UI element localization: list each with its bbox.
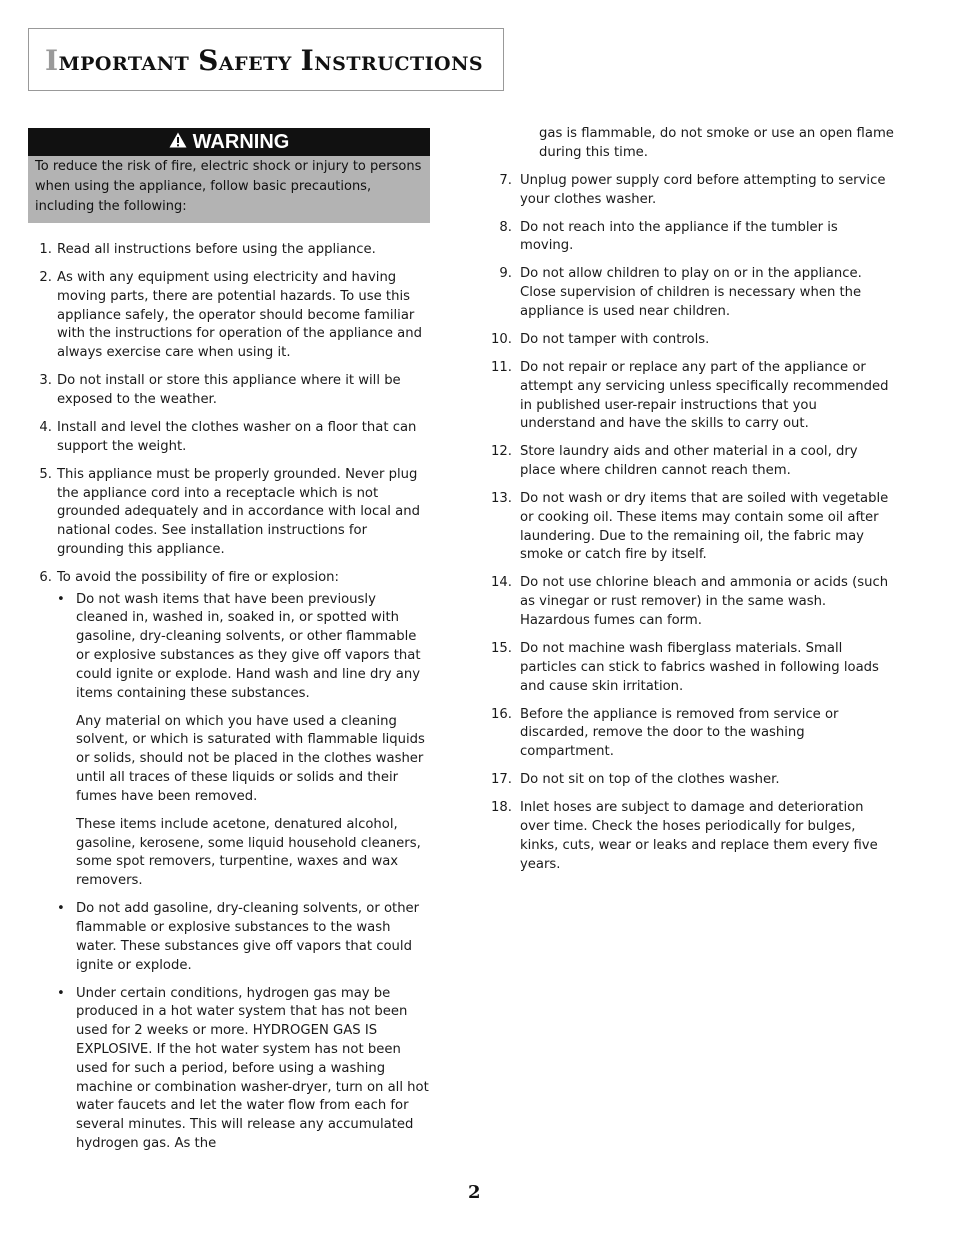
list-item: 2. As with any equipment using electricity and having moving parts, there are potential hazards. To use this appliance safely, the operator should become familiar with the instructions for operation of the appliance and always exercise care when using it. [39, 269, 422, 361]
list-item: 13. Do not wash or dry items that are soiled with vegetable or cooking oil. These items may contain some oil after laundering. Due to the remaining oil, the fabric may smoke or catch fire by itself. [491, 491, 889, 563]
bullet-item: • Do not add gasoline, dry-cleaning solvents, or other flammable or explosive substances to the wash water. These substances give off vapors that could ignite or explode. [57, 901, 420, 973]
list-item: 1. Read all instructions before using the appliance. [39, 242, 376, 257]
list-item: 5. This appliance must be properly grounded. Never plug the appliance cord into a receptacle which is not grounded adequately and in accordance with local and national codes. See installation instructions for grounding this appliance. [39, 466, 420, 557]
list-item: 15. Do not machine wash fiberglass materials. Small particles can stick to fabrics washed in following loads and cause skin irritation. [491, 641, 879, 694]
list-item: 17. Do not sit on top of the clothes washer. [491, 772, 780, 788]
list-item: 6. To avoid the possibility of fire or explosion: • Do not wash items that have been previously cleaned in, washed in, soaked in, or spotted with gasoline, dry-cleaning solvents, or other flammable or explosive substances as they give off vapors that could ignite or explode. Hand wash and line dry any items containing these substances. Any material on which you have used a cleaning solvent, or which is saturated with flammable liquids or solids, should not be placed in the clothes washer until all traces of these liquids or solids and their fumes have been removed. These items include acetone, denatured alcohol, gasoline, kerosene, some liquid household cleaners, some spot removers, turpentine, waxes and wax removers. • Do not add gasoline, dry-cleaning solvents, or other flammable or explosive substances to the wash water. These substances give off vapors that could ignite or explode. • Under certain conditions, hydrogen gas may be produced in a hot water system that has not been used for 2 weeks or more. HYDROGEN GAS IS EXPLOSIVE. If the hot water system has not been used for such a period, before using a washing machine or combination washer-dryer, turn on all hot water faucets and let the water flow from each for several minutes. This will release any accumulated hydrogen gas. As the [30, 569, 430, 1154]
list-item: 14. Do not use chlorine bleach and ammonia or acids (such as vinegar or rust remover) in the same wash. Hazardous fumes can form. [491, 575, 889, 629]
warning-text: To reduce the risk of fire, electric shock or injury to persons when using the appliance, follow basic precautions, including the following: [28, 156, 430, 223]
warning-heading: WARNING [192, 131, 290, 153]
bullet-item: • Under certain conditions, hydrogen gas may be produced in a hot water system that has not been used for 2 weeks or more. HYDROGEN GAS IS EXPLOSIVE. If the hot water system has not been used for such a period, before using a washing machine or combination washer-dryer, turn on all hot water faucets and let the water flow from each for several minutes. This will release any accumulated hydrogen gas. As the [57, 985, 429, 1151]
title-box [28, 28, 504, 91]
list-item: 18. Inlet hoses are subject to damage and deterioration over time. Check the hoses periodically for bulges, kinks, cuts, wear or leaks and replace them every five years. [491, 800, 878, 872]
warning-triangle-icon [169, 132, 187, 148]
bullet-paragraph: These items include acetone, denatured alcohol, gasoline, kerosene, some liquid household cleaners, some spot removers, turpentine, waxes and wax removers. [76, 816, 421, 889]
list-item: 9. Do not allow children to play on or in the appliance. Close supervision of children is necessary when the appliance is used near children. [499, 266, 862, 319]
page-title: IMPORTANT SAFETY INSTRUCTIONS [45, 44, 484, 77]
bullet-item: • Do not wash items that have been previously cleaned in, washed in, soaked in, or spotted with gasoline, dry-cleaning solvents, or other flammable or explosive substances as they give off vapors that could ignite or explode. Hand wash and line dry any items containing these substances. [57, 591, 421, 701]
list-item: 8. Do not reach into the appliance if the tumbler is moving. [499, 219, 838, 254]
list-item: 3. Do not install or store this appliance where it will be exposed to the weather. [39, 373, 401, 407]
bullet-paragraph: Any material on which you have used a cleaning solvent, or which is saturated with flammable liquids or solids, should not be placed in the clothes washer until all traces of these liquids or solids and their fumes have been removed. [76, 713, 425, 804]
list-item: 11. Do not repair or replace any part of the appliance or attempt any servicing unless specifically recommended in published user-repair instructions that you understand and have the skills to carry out. [491, 359, 889, 432]
left-column [30, 241, 430, 1163]
bullet-continuation: gas is flammable, do not smoke or use an open flame during this time. [539, 126, 894, 160]
list-item: 4. Install and level the clothes washer on a floor that can support the weight. [39, 419, 417, 454]
warning-header [28, 128, 430, 156]
page-number: 2 [468, 1182, 481, 1203]
list-item: 12. Store laundry aids and other material in a cool, dry place where children cannot reach them. [491, 444, 858, 479]
list-item: 10. Do not tamper with controls. [491, 331, 710, 347]
list-item: 16. Before the appliance is removed from service or discarded, remove the door to the washing compartment. [491, 706, 839, 760]
right-column [490, 125, 894, 884]
list-item: 7. Unplug power supply cord before attempting to service your clothes washer. [499, 172, 886, 207]
